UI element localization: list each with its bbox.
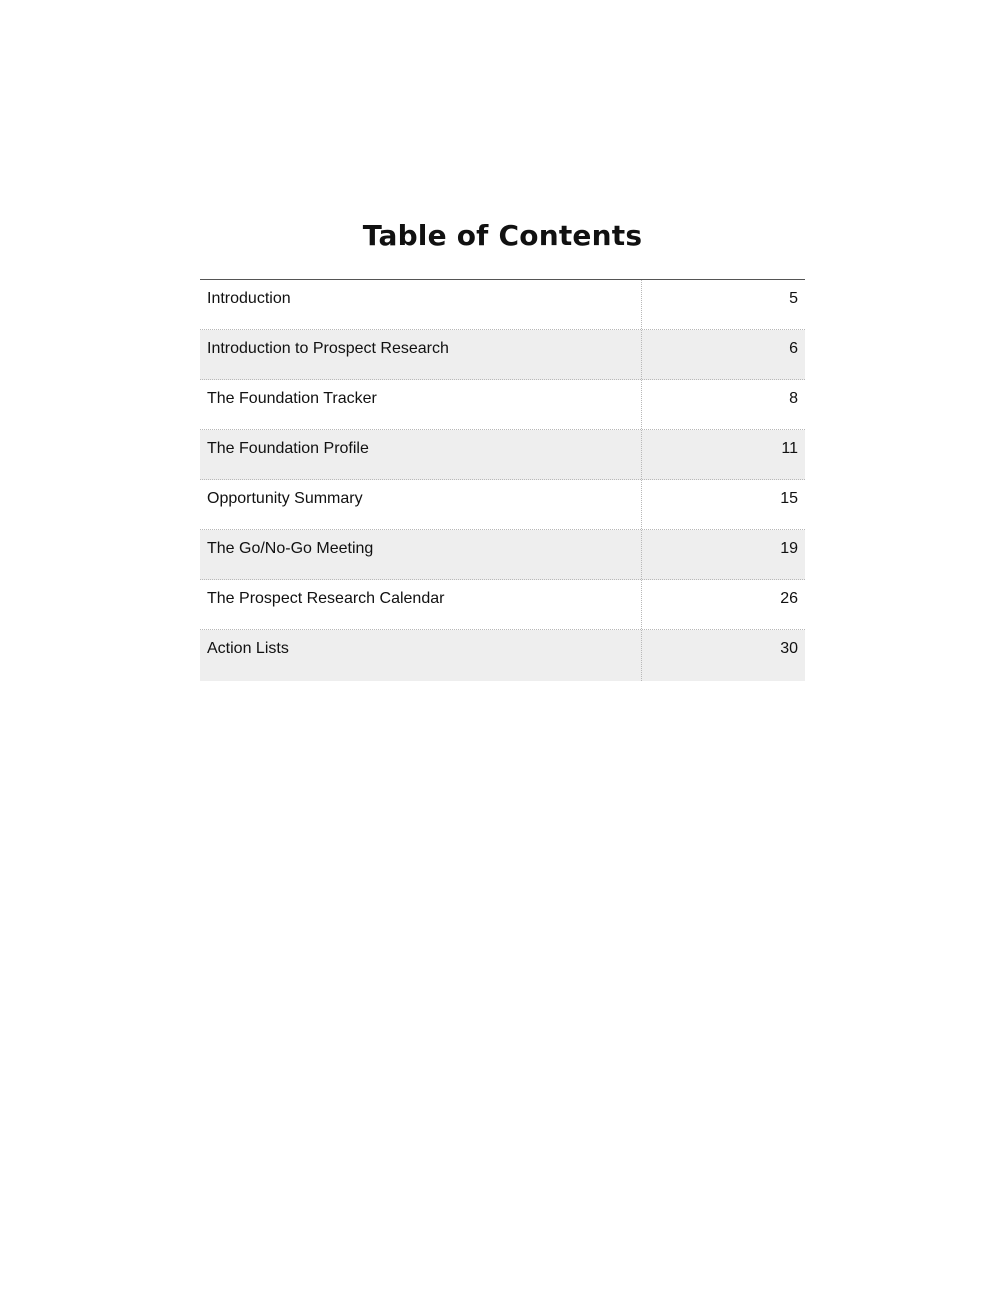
toc-entry-title: The Foundation Tracker <box>200 380 642 429</box>
toc-entry-page: 8 <box>789 390 798 407</box>
toc-entry-title: Action Lists <box>200 630 642 681</box>
toc-entry-page: 6 <box>789 340 798 357</box>
toc-row-go-no-go-meeting[interactable] <box>200 530 805 580</box>
toc-row-foundation-profile[interactable] <box>200 430 805 480</box>
toc-row-introduction[interactable] <box>200 280 805 330</box>
toc-entry-page: 15 <box>780 490 798 507</box>
toc-entry-page: 19 <box>780 540 798 557</box>
toc-entry-page: 5 <box>789 290 798 307</box>
toc-table <box>200 279 805 681</box>
toc-entry-title: Opportunity Summary <box>200 480 642 529</box>
toc-entry-title: The Foundation Profile <box>200 430 642 479</box>
toc-row-action-lists[interactable] <box>200 630 805 681</box>
toc-row-introduction-to-prospect-research[interactable] <box>200 330 805 380</box>
toc-entry-page: 26 <box>780 590 798 607</box>
toc-row-opportunity-summary[interactable] <box>200 480 805 530</box>
toc-entry-page: 11 <box>781 440 798 457</box>
toc-row-prospect-research-calendar[interactable] <box>200 580 805 630</box>
toc-entry-title: The Prospect Research Calendar <box>200 580 642 629</box>
toc-entry-title: Introduction to Prospect Research <box>200 330 642 379</box>
toc-row-foundation-tracker[interactable] <box>200 380 805 430</box>
toc-entry-page: 30 <box>780 640 798 657</box>
toc-entry-title: The Go/No-Go Meeting <box>200 530 642 579</box>
page-title: Table of Contents <box>362 219 643 252</box>
toc-entry-title: Introduction <box>200 280 642 329</box>
